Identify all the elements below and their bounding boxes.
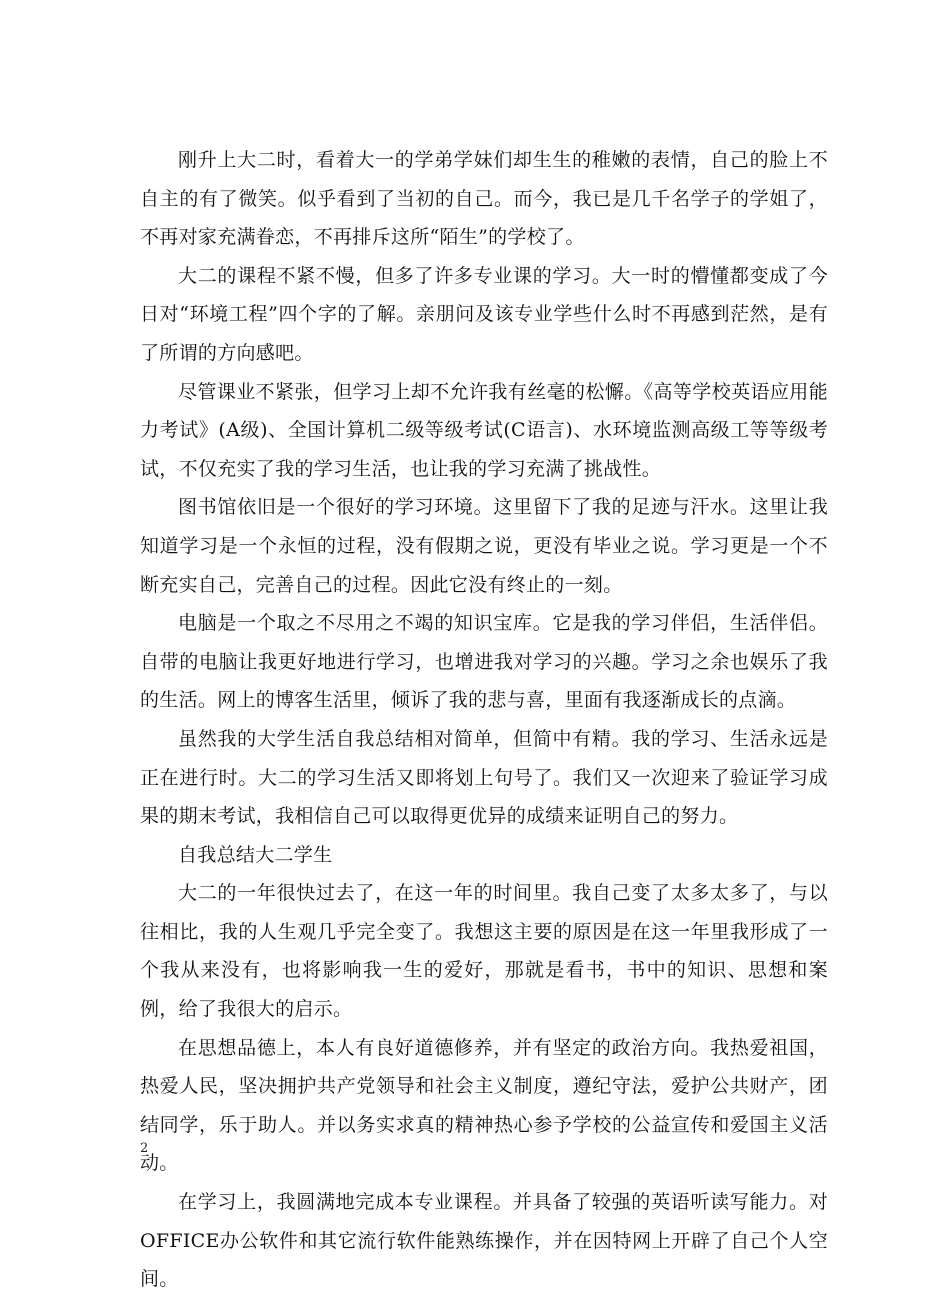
paragraph-7: 大二的一年很快过去了，在这一年的时间里。我自己变了太多太多了，与以往相比，我的人生观几乎完全变了。我想这主要的原因是在这一年里我形成了一个我从来没有，也将影响我一生的爱好，那就是看书，书中的知识、思想和案例，给了我很大的启示。 [140, 882, 828, 1021]
paragraph-6: 虽然我的大学生活自我总结相对简单，但简中有精。我的学习、生活永远是正在进行时。大二的学习生活又即将划上句号了。我们又一次迎来了验证学习成果的期末考试，我相信自己可以取得更优异的成绩来证明自己的努力。 [140, 727, 828, 828]
paragraph-4: 图书馆依旧是一个很好的学习环境。这里留下了我的足迹与汗水。这里让我知道学习是一个永恒的过程，没有假期之说，更没有毕业之说。学习更是一个不断充实自己，完善自己的过程。因此它没有终止的一刻。 [140, 496, 828, 596]
paragraph-3: 尽管课业不紧张，但学习上却不允许我有丝毫的松懈。《高等学校英语应用能力考试》(A级)、全国计算机二级等级考试(C语言)、水环境监测高级工等等级考试，不仅充实了我的学习生活，也让我的学习充满了挑战性。 [140, 380, 828, 480]
document-body [140, 141, 828, 1299]
section-heading: 自我总结大二学生 [178, 843, 333, 866]
paragraph-1: 刚升上大二时，看着大一的学弟学妹们却生生的稚嫩的表情，自己的脸上不自主的有了微笑。似乎看到了当初的自己。而今，我已是几千名学子的学姐了，不再对家充满眷恋，不再排斥这所“陌生”的学校了。 [140, 149, 828, 249]
paragraph-5: 电脑是一个取之不尽用之不竭的知识宝库。它是我的学习伴侣，生活伴侣。自带的电脑让我更好地进行学习，也增进我对学习的兴趣。学习之余也娱乐了我的生活。网上的博客生活里，倾诉了我的悲与喜，里面有我逐渐成长的点滴。 [140, 612, 828, 712]
paragraph-8: 在思想品德上，本人有良好道德修养，并有坚定的政治方向。我热爱祖国，热爱人民，坚决拥护共产党领导和社会主义制度，遵纪守法，爱护公共财产，团结同学，乐于助人。并以务实求真的精神热心参予学校的公益宣传和爱国主义活动。 [140, 1036, 828, 1175]
paragraph-9: 在学习上，我圆满地完成本专业课程。并具备了较强的英语听读写能力。对OFFICE办公软件和其它流行软件能熟练操作，并在因特网上开辟了自己个人空间。 [140, 1191, 828, 1291]
page-number: 2 [140, 1141, 149, 1156]
paragraph-2: 大二的课程不紧不慢，但多了许多专业课的学习。大一时的懵懂都变成了今日对“环境工程”四个字的了解。亲朋问及该专业学些什么时不再感到茫然，是有了所谓的方向感吧。 [140, 264, 828, 364]
